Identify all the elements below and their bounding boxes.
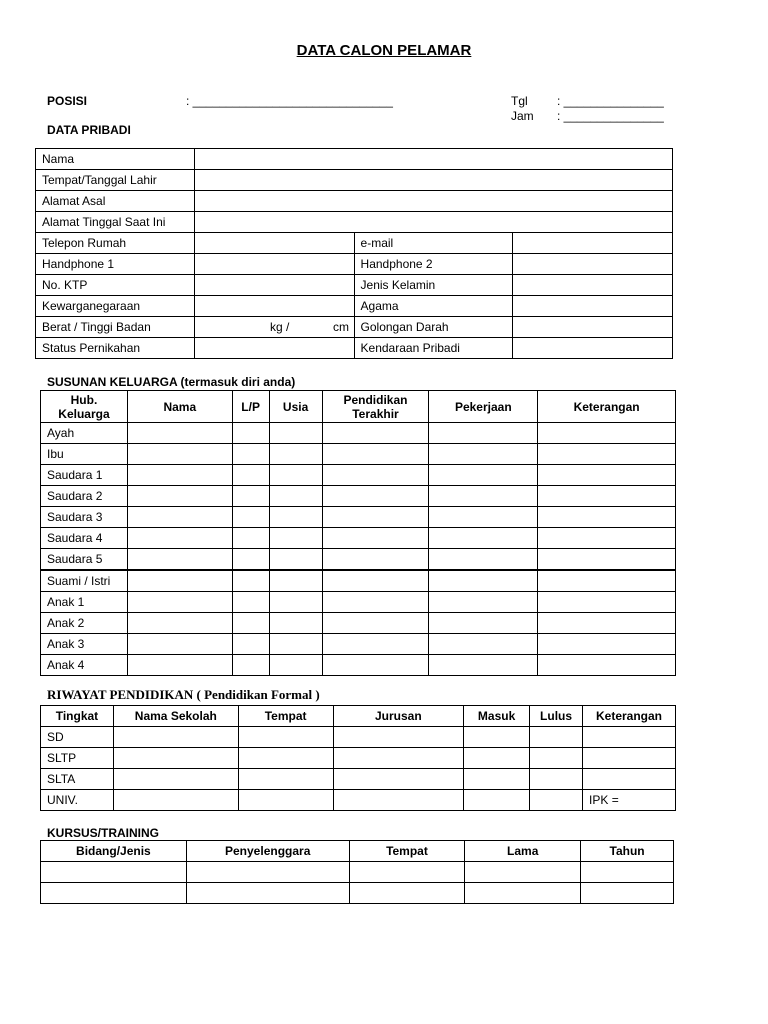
cell[interactable] — [41, 883, 187, 904]
cell[interactable] — [41, 862, 187, 883]
kewarganegaraan-field[interactable] — [194, 296, 354, 317]
table-header-row — [41, 391, 676, 423]
cell[interactable] — [322, 634, 429, 655]
row-label: Berat / Tinggi Badan — [36, 317, 195, 338]
hp2-field[interactable] — [513, 254, 673, 275]
cell[interactable] — [232, 423, 269, 444]
table-row — [36, 233, 673, 254]
col-header: Pekerjaan — [429, 391, 538, 423]
row-label: SLTA — [41, 769, 114, 790]
pendidikan-heading: RIWAYAT PENDIDIKAN ( Pendidikan Formal ) — [47, 687, 320, 702]
table-row — [36, 149, 673, 170]
cell[interactable] — [127, 528, 232, 549]
cell[interactable] — [127, 549, 232, 571]
cell[interactable] — [232, 444, 269, 465]
cell[interactable] — [322, 444, 429, 465]
row-label: Saudara 5 — [41, 549, 128, 571]
col-header: Keterangan — [583, 706, 676, 727]
cell[interactable] — [127, 592, 232, 613]
ktp-field[interactable] — [194, 275, 354, 296]
row-label: Saudara 4 — [41, 528, 128, 549]
table-row — [41, 549, 676, 571]
cell[interactable] — [269, 655, 322, 676]
cell[interactable] — [538, 613, 676, 634]
cell[interactable] — [113, 727, 238, 748]
table-row — [36, 317, 673, 338]
cell[interactable] — [464, 790, 530, 811]
cell[interactable] — [232, 613, 269, 634]
cell[interactable] — [538, 549, 676, 571]
col-header: Masuk — [464, 706, 530, 727]
cell[interactable] — [583, 727, 676, 748]
cell[interactable] — [322, 592, 429, 613]
table-header-row — [41, 841, 674, 862]
kendaraan-field[interactable] — [513, 338, 673, 359]
table-row — [41, 423, 676, 444]
col-header: Usia — [269, 391, 322, 423]
cell[interactable] — [127, 486, 232, 507]
cell[interactable] — [322, 507, 429, 528]
email-field[interactable] — [513, 233, 673, 254]
cell[interactable] — [538, 507, 676, 528]
table-row — [41, 507, 676, 528]
table-row — [36, 254, 673, 275]
cell[interactable] — [465, 862, 581, 883]
cell[interactable] — [530, 790, 583, 811]
table-row — [41, 528, 676, 549]
col-header: Nama Sekolah — [113, 706, 238, 727]
row-label: Ayah — [41, 423, 128, 444]
cell[interactable] — [322, 528, 429, 549]
table-row — [41, 592, 676, 613]
cell[interactable] — [538, 592, 676, 613]
alamat-asal-field[interactable] — [194, 191, 672, 212]
kursus-table — [40, 840, 674, 904]
table-row — [36, 191, 673, 212]
cell[interactable] — [113, 748, 238, 769]
cell[interactable] — [232, 507, 269, 528]
cell[interactable] — [530, 727, 583, 748]
cell[interactable] — [269, 570, 322, 592]
cell[interactable] — [269, 507, 322, 528]
cell[interactable] — [429, 655, 538, 676]
col-header: Nama — [127, 391, 232, 423]
golongan-darah-field[interactable] — [513, 317, 673, 338]
row-label: No. KTP — [36, 275, 195, 296]
cell[interactable] — [127, 655, 232, 676]
agama-field[interactable] — [513, 296, 673, 317]
row-label: Ibu — [41, 444, 128, 465]
row-label: Alamat Asal — [36, 191, 195, 212]
col-header: Tempat — [238, 706, 333, 727]
table-row — [36, 212, 673, 233]
cell[interactable] — [238, 790, 333, 811]
cell[interactable] — [464, 769, 530, 790]
col-header: Bidang/Jenis — [41, 841, 187, 862]
cell[interactable] — [232, 486, 269, 507]
cell[interactable] — [232, 465, 269, 486]
row-label: SLTP — [41, 748, 114, 769]
row-label: Status Pernikahan — [36, 338, 195, 359]
table-row — [36, 296, 673, 317]
col-header: Penyelenggara — [186, 841, 349, 862]
row-label: Saudara 1 — [41, 465, 128, 486]
cm-unit: cm — [332, 320, 349, 334]
cell[interactable] — [238, 748, 333, 769]
cell[interactable] — [186, 862, 349, 883]
nama-field[interactable] — [194, 149, 672, 170]
cell[interactable] — [429, 465, 538, 486]
row-label: Nama — [36, 149, 195, 170]
cell[interactable] — [429, 613, 538, 634]
row-label: Anak 2 — [41, 613, 128, 634]
row-label: Saudara 3 — [41, 507, 128, 528]
row-label: Handphone 1 — [36, 254, 195, 275]
cell[interactable] — [127, 570, 232, 592]
row-label: Kewarganegaraan — [36, 296, 195, 317]
table-row — [41, 613, 676, 634]
cell[interactable] — [538, 444, 676, 465]
cell[interactable] — [583, 769, 676, 790]
table-row — [41, 486, 676, 507]
cell[interactable] — [232, 634, 269, 655]
cell[interactable] — [429, 549, 538, 571]
row-label: Alamat Tinggal Saat Ini — [36, 212, 195, 233]
cell[interactable] — [269, 444, 322, 465]
row-label: e-mail — [354, 233, 513, 254]
cell[interactable] — [349, 862, 465, 883]
cell[interactable] — [538, 486, 676, 507]
cell[interactable] — [232, 528, 269, 549]
cell[interactable] — [333, 769, 464, 790]
table-row — [41, 465, 676, 486]
cell[interactable] — [269, 592, 322, 613]
table-header-row — [41, 706, 676, 727]
table-row — [41, 769, 676, 790]
table-row — [41, 570, 676, 592]
table-row — [41, 748, 676, 769]
cell[interactable] — [429, 444, 538, 465]
posisi-label: POSISI — [47, 94, 88, 108]
cell[interactable] — [232, 570, 269, 592]
posisi-field[interactable]: : ______________________________ — [186, 94, 393, 108]
jenis-kelamin-field[interactable] — [513, 275, 673, 296]
cell[interactable] — [538, 570, 676, 592]
table-row — [41, 655, 676, 676]
cell[interactable] — [232, 655, 269, 676]
table-row — [41, 790, 676, 811]
jam-label: Jam — [511, 109, 534, 123]
keluarga-table — [40, 390, 676, 676]
cell[interactable] — [269, 634, 322, 655]
cell[interactable] — [238, 727, 333, 748]
cell[interactable] — [186, 883, 349, 904]
col-header: L/P — [232, 391, 269, 423]
cell[interactable] — [429, 486, 538, 507]
table-row — [41, 634, 676, 655]
cell[interactable] — [538, 528, 676, 549]
cell[interactable] — [429, 423, 538, 444]
cell[interactable] — [530, 748, 583, 769]
cell[interactable] — [429, 570, 538, 592]
kg-unit: kg / — [269, 320, 290, 334]
row-label: Golongan Darah — [354, 317, 513, 338]
cell[interactable] — [127, 423, 232, 444]
cell[interactable] — [429, 592, 538, 613]
row-label: UNIV. — [41, 790, 114, 811]
table-row — [36, 275, 673, 296]
row-label: Anak 3 — [41, 634, 128, 655]
cell[interactable] — [127, 507, 232, 528]
cell[interactable] — [127, 634, 232, 655]
cell[interactable] — [322, 613, 429, 634]
row-label: Tempat/Tanggal Lahir — [36, 170, 195, 191]
cell[interactable] — [464, 748, 530, 769]
cell[interactable] — [322, 465, 429, 486]
row-label: Kendaraan Pribadi — [354, 338, 513, 359]
cell[interactable] — [232, 549, 269, 571]
data-pribadi-table — [35, 148, 673, 359]
tgl-label: Tgl — [511, 94, 528, 108]
cell[interactable] — [269, 423, 322, 444]
table-row — [41, 862, 674, 883]
cell[interactable] — [429, 507, 538, 528]
row-label: Jenis Kelamin — [354, 275, 513, 296]
col-header: Jurusan — [333, 706, 464, 727]
cell[interactable] — [322, 423, 429, 444]
cell[interactable] — [269, 613, 322, 634]
col-header: Pendidikan Terakhir — [322, 391, 429, 423]
cell[interactable] — [269, 486, 322, 507]
cell[interactable] — [333, 748, 464, 769]
cell[interactable] — [322, 549, 429, 571]
cell[interactable] — [429, 634, 538, 655]
tgl-field[interactable]: : _______________ — [557, 94, 664, 108]
row-label: Agama — [354, 296, 513, 317]
table-row — [41, 444, 676, 465]
row-label: Handphone 2 — [354, 254, 513, 275]
status-pernikahan-field[interactable] — [194, 338, 354, 359]
cell[interactable] — [333, 727, 464, 748]
cell[interactable] — [322, 570, 429, 592]
row-label: Saudara 2 — [41, 486, 128, 507]
cell[interactable] — [349, 883, 465, 904]
pendidikan-table — [40, 705, 676, 811]
cell[interactable] — [322, 655, 429, 676]
cell[interactable] — [465, 883, 581, 904]
table-row — [41, 883, 674, 904]
cell[interactable] — [322, 486, 429, 507]
table-row — [36, 170, 673, 191]
cell[interactable] — [581, 883, 674, 904]
cell[interactable] — [464, 727, 530, 748]
cell[interactable] — [538, 655, 676, 676]
col-header: Hub. Keluarga — [41, 391, 128, 423]
jam-field[interactable]: : _______________ — [557, 109, 664, 123]
cell[interactable] — [583, 748, 676, 769]
row-label: Suami / Istri — [41, 570, 128, 592]
table-row — [41, 727, 676, 748]
row-label: Telepon Rumah — [36, 233, 195, 254]
berat-tinggi-field[interactable] — [194, 317, 354, 338]
cell[interactable] — [538, 634, 676, 655]
cell[interactable] — [113, 790, 238, 811]
cell[interactable] — [538, 465, 676, 486]
row-label: Anak 4 — [41, 655, 128, 676]
col-header: Keterangan — [538, 391, 676, 423]
cell[interactable] — [127, 465, 232, 486]
cell[interactable] — [127, 613, 232, 634]
ipk-cell[interactable]: IPK = — [583, 790, 676, 811]
cell[interactable] — [429, 528, 538, 549]
col-header: Lama — [465, 841, 581, 862]
cell[interactable] — [269, 465, 322, 486]
telepon-field[interactable] — [194, 233, 354, 254]
col-header: Lulus — [530, 706, 583, 727]
cell[interactable] — [333, 790, 464, 811]
kursus-heading: KURSUS/TRAINING — [47, 826, 160, 840]
ttl-field[interactable] — [194, 170, 672, 191]
row-label: SD — [41, 727, 114, 748]
page-title: DATA CALON PELAMAR — [296, 42, 472, 59]
cell[interactable] — [269, 549, 322, 571]
col-header: Tingkat — [41, 706, 114, 727]
data-pribadi-heading: DATA PRIBADI — [47, 123, 131, 137]
keluarga-heading: SUSUNAN KELUARGA (termasuk diri anda) — [47, 375, 296, 389]
cell[interactable] — [530, 769, 583, 790]
table-row — [36, 338, 673, 359]
alamat-tinggal-field[interactable] — [194, 212, 672, 233]
col-header: Tahun — [581, 841, 674, 862]
cell[interactable] — [232, 592, 269, 613]
hp1-field[interactable] — [194, 254, 354, 275]
row-label: Anak 1 — [41, 592, 128, 613]
cell[interactable] — [269, 528, 322, 549]
cell[interactable] — [238, 769, 333, 790]
col-header: Tempat — [349, 841, 465, 862]
cell[interactable] — [113, 769, 238, 790]
cell[interactable] — [538, 423, 676, 444]
cell[interactable] — [581, 862, 674, 883]
cell[interactable] — [127, 444, 232, 465]
